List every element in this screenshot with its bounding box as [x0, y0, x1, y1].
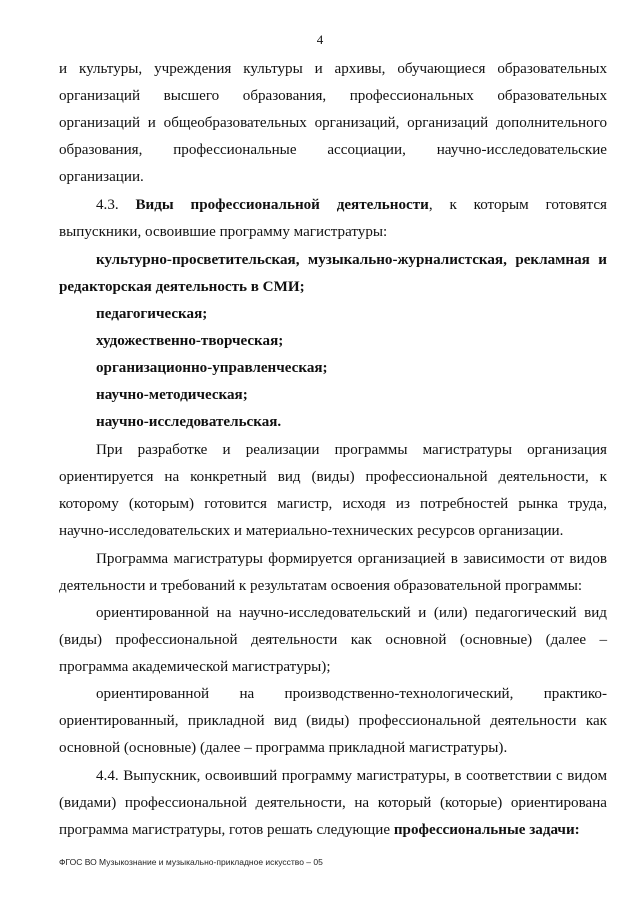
- section-4-4-text: 4.4. Выпускник, освоивший программу магистратуры, в соответствии с видом (видами) профессиональной деятельности, на который (которые) ориентирована программа магистратуры, готов решать следующие: [59, 768, 607, 838]
- paragraph-development: При разработке и реализации программы магистратуры организация ориентируется на конкретный вид (виды) профессиональной деятельности, к которому (которым) готовится магистр, исходя из потребностей рынка труда, научно-исследовательских и материально-технических ресурсов организации.: [59, 442, 607, 539]
- document-body: [59, 56, 607, 844]
- paragraph-formation: Программа магистратуры формируется организацией в зависимости от видов деятельности и требований к результатам освоения образовательной программы:: [59, 551, 607, 594]
- page-footer: ФГОС ВО Музыкознание и музыкально-прикладное искусство – 05: [59, 857, 323, 867]
- activity-item-2: педагогическая;: [96, 306, 208, 322]
- paragraph-organizations: и культуры, учреждения культуры и архивы, обучающиеся образовательных организаций высшего образования, профессиональных образовательных организаций и общеобразовательных организаций, организаций дополнительного образования, профессиональные ассоциации, научно-исследовательские организации.: [59, 61, 607, 185]
- section-4-3: [59, 192, 607, 246]
- page-number: 4: [316, 32, 324, 47]
- activity-item-4: организационно-управленческая;: [96, 360, 328, 376]
- section-4-4: [59, 763, 607, 844]
- activity-item-3: художественно-творческая;: [96, 333, 284, 349]
- paragraph-applied: ориентированной на производственно-технологический, практико-ориентированный, прикладной вид (виды) профессиональной деятельности как основной (основные) (далее – программа прикладной магистратуры).: [59, 686, 607, 756]
- section-4-4-bold: профессиональные задачи:: [393, 822, 580, 838]
- section-number: 4.3.: [96, 197, 119, 213]
- paragraph-academic: ориентированной на научно-исследовательский и (или) педагогический вид (виды) профессиональной деятельности как основной (основные) (далее – программа академической магистратуры);: [59, 605, 607, 675]
- activity-item-5: научно-методическая;: [96, 387, 248, 403]
- activity-item-6: научно-исследовательская.: [96, 414, 282, 430]
- activity-item-1: культурно-просветительская, музыкально-журналистская, рекламная и редакторская деятельность в СМИ;: [59, 252, 607, 295]
- section-heading-bold: Виды профессиональной деятельности: [135, 197, 429, 213]
- section-heading-rest: , к которым готовятся выпускники, освоившие программу магистратуры:: [59, 197, 607, 240]
